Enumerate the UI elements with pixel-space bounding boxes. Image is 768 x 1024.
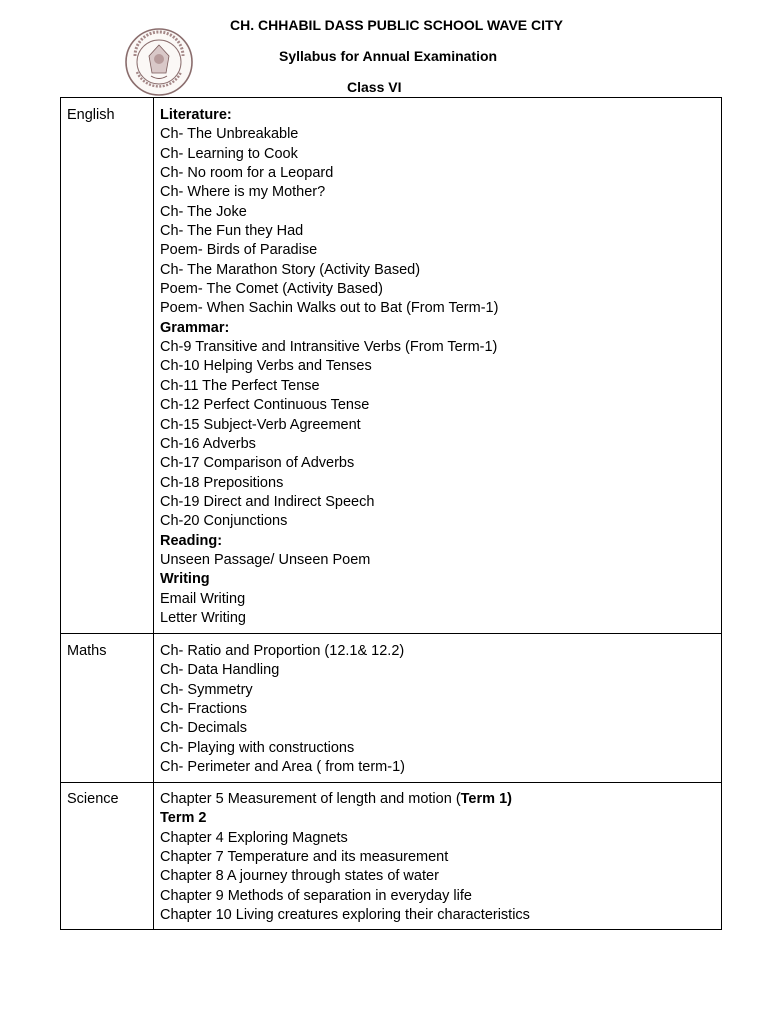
topic-text: Grammar: — [160, 319, 230, 336]
section-heading — [160, 809, 721, 828]
topic-item — [160, 609, 721, 628]
topic-text: Chapter 10 Living creatures exploring their characteristics — [160, 907, 530, 924]
topic-text: Ch- Decimals — [160, 720, 248, 737]
topic-text: Ch- Where is my Mother? — [160, 184, 326, 201]
topic-text: Ch- Playing with constructions — [160, 739, 355, 756]
topic-list — [154, 634, 722, 783]
topic-item — [160, 681, 721, 700]
topic-item — [160, 164, 721, 183]
topic-item — [160, 241, 721, 260]
topic-item — [160, 906, 721, 925]
topic-item — [160, 377, 721, 396]
topic-item — [160, 700, 721, 719]
exam-title: Syllabus for Annual Examination — [279, 48, 498, 64]
topic-text: Ch-10 Helping Verbs and Tenses — [160, 358, 372, 375]
topic-text: Chapter 8 A journey through states of water — [160, 868, 439, 885]
topic-text: Letter Writing — [160, 609, 246, 626]
topic-list — [154, 98, 722, 634]
topic-text: Email Writing — [160, 590, 246, 607]
topic-item — [160, 222, 721, 241]
topic-item — [160, 299, 721, 318]
topic-text: Chapter 4 Exploring Magnets — [160, 829, 348, 846]
topic-text: Poem- Birds of Paradise — [160, 242, 318, 259]
subject-row-english — [61, 98, 722, 634]
syllabus-table — [60, 97, 722, 930]
topic-text: Ch-19 Direct and Indirect Speech — [160, 493, 375, 510]
topic-item — [160, 435, 721, 454]
topic-text: Ch- Data Handling — [160, 662, 280, 679]
topic-text: Poem- When Sachin Walks out to Bat (From Term-1) — [160, 300, 499, 317]
subject-name: English — [61, 98, 154, 634]
topic-text: Unseen Passage/ Unseen Poem — [160, 551, 371, 568]
topic-item — [160, 125, 721, 144]
topic-item — [160, 551, 721, 570]
topic-text: Ch- The Joke — [160, 203, 247, 220]
topic-item — [160, 829, 721, 848]
topic-text: Literature: — [160, 107, 232, 123]
topic-item — [160, 661, 721, 680]
topic-item — [160, 203, 721, 222]
topic-text: Poem- The Comet (Activity Based) — [160, 281, 383, 298]
topic-item — [160, 261, 721, 280]
topic-list — [154, 783, 722, 930]
topic-text: Chapter 7 Temperature and its measurement — [160, 849, 449, 866]
section-heading — [160, 570, 721, 589]
topic-item — [160, 416, 721, 435]
topic-text: Ch-15 Subject-Verb Agreement — [160, 416, 361, 433]
section-heading — [160, 106, 721, 125]
topic-text: Ch-11 The Perfect Tense — [160, 377, 320, 394]
topic-text: Ch- Ratio and Proportion (12.1& 12.2) — [160, 643, 405, 659]
topic-text: Ch-20 Conjunctions — [160, 513, 288, 530]
topic-text: Ch- Perimeter and Area ( from term-1) — [160, 759, 405, 776]
topic-text: Ch-16 Adverbs — [160, 435, 256, 452]
topic-text: Ch- No room for a Leopard — [160, 165, 334, 182]
topic-text: Ch-17 Comparison of Adverbs — [160, 455, 355, 472]
topic-text: Ch- Learning to Cook — [160, 145, 298, 162]
subject-name: Maths — [61, 634, 154, 783]
topic-text: Chapter 5 Measurement of length and motion ( — [160, 791, 461, 807]
subject-row-science — [61, 783, 722, 930]
topic-text: Ch-12 Perfect Continuous Tense — [160, 397, 370, 414]
school-name-heading: CH. CHHABIL DASS PUBLIC SCHOOL WAVE CITY — [230, 17, 563, 33]
topic-item — [160, 758, 721, 777]
topic-item — [160, 454, 721, 473]
topic-text: Ch- Symmetry — [160, 681, 253, 698]
topic-text: Ch- The Unbreakable — [160, 126, 299, 143]
topic-text: Writing — [160, 571, 210, 588]
topic-text: Reading: — [160, 532, 223, 549]
topic-item — [160, 590, 721, 609]
topic-text: Ch- Fractions — [160, 701, 248, 718]
topic-item — [160, 790, 721, 809]
subject-row-maths — [61, 634, 722, 783]
topic-item — [160, 183, 721, 202]
topic-text: Ch- The Fun they Had — [160, 223, 304, 240]
topic-item — [160, 867, 721, 886]
topic-item — [160, 887, 721, 906]
section-heading — [160, 532, 721, 551]
topic-item — [160, 357, 721, 376]
topic-item — [160, 280, 721, 299]
topic-item — [160, 642, 721, 661]
topic-item — [160, 396, 721, 415]
topic-text: Chapter 9 Methods of separation in everyday life — [160, 887, 472, 904]
subject-name: Science — [61, 783, 154, 930]
term-label: Term 1) — [460, 791, 512, 807]
topic-item — [160, 719, 721, 738]
section-heading — [160, 319, 721, 338]
class-label: Class VI — [347, 79, 402, 95]
topic-item — [160, 145, 721, 164]
topic-item — [160, 848, 721, 867]
topic-item — [160, 338, 721, 357]
topic-text: Ch- The Marathon Story (Activity Based) — [160, 261, 421, 278]
topic-item — [160, 493, 721, 512]
topic-item — [160, 512, 721, 531]
topic-item — [160, 739, 721, 758]
topic-text: Ch-9 Transitive and Intransitive Verbs (From Term-1) — [160, 339, 498, 356]
school-seal-logo — [123, 26, 195, 98]
topic-item — [160, 474, 721, 493]
topic-text: Ch-18 Prepositions — [160, 474, 284, 491]
topic-text: Term 2 — [160, 810, 207, 827]
